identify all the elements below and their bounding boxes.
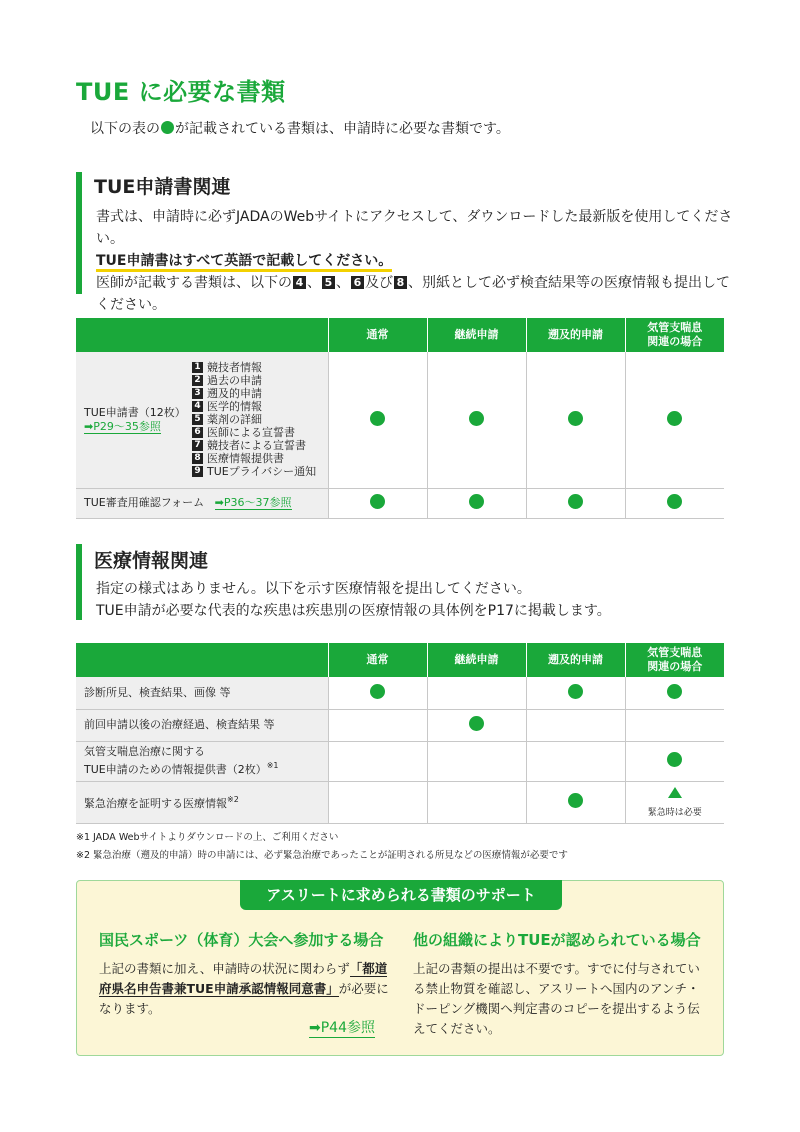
support-box (76, 880, 724, 1056)
list-item (192, 387, 316, 400)
section-heading-tue-forms: TUE申請書関連 (94, 176, 231, 198)
support-box-title: アスリートに求められる書類のサポート (240, 880, 562, 910)
required-dot-icon (469, 494, 484, 509)
emergency-note: 緊急時は必要 (647, 807, 702, 818)
list-item (192, 426, 316, 439)
item-label: 医療情報提供書 (207, 452, 284, 466)
required-dot-icon (568, 411, 583, 426)
table-row (76, 741, 724, 781)
item-label: 過去の申請 (207, 374, 262, 388)
required-dot-icon (370, 684, 385, 699)
section-heading-medical-info: 医療情報関連 (94, 550, 209, 572)
item-label: 医学的情報 (207, 400, 262, 414)
national-games-text: 上記の書類に加え、申請時の状況に関わらず「都道府県名申告書兼TUE申請承認情報同意書」が必要になります。 (99, 961, 389, 1016)
item-label: 薬剤の詳細 (207, 413, 262, 427)
item-label: 競技者による宣誓書 (207, 439, 306, 453)
required-dot-icon (469, 716, 484, 731)
item-number: 6 (192, 427, 203, 438)
col-asthma: 気管支喘息 関連の場合 (625, 643, 724, 677)
item-number: 1 (192, 362, 203, 373)
col-renewal: 継続申請 (427, 318, 526, 352)
row-label-asthma-info: 気管支喘息治療に関する TUE申請のための情報提供書（2枚）$^{※1}$ (76, 741, 328, 781)
required-dot-icon (667, 684, 682, 699)
other-org-text: 上記の書類の提出は不要です。すでに付与されている禁止物質を確認し、アスリートへ国内のアンチ・ドーピング機関へ判定書のコピーを提出するよう伝えてください。 (413, 961, 700, 1036)
item-number: 7 (192, 440, 203, 451)
table-row (76, 488, 724, 518)
item-number: 4 (192, 401, 203, 412)
required-dot-icon (667, 752, 682, 767)
col-retroactive: 遡及的申請 (526, 318, 625, 352)
item-number: 3 (192, 388, 203, 399)
section-2-text: 指定の様式はありません。以下を示す医療情報を提出してください。 TUE申請が必要な代表的な疾患は疾患別の医療情報の具体例をP17に掲載します。 (96, 581, 611, 619)
row-label-emergency: 緊急治療を証明する医療情報$^{※2}$ (76, 781, 328, 823)
row-label-review-form: TUE審査用確認フォーム ➡P36～37参照 (76, 488, 328, 518)
row-label-treatment-progress: 前回申請以後の治療経過、検査結果 等 (76, 709, 328, 741)
list-item (192, 361, 316, 374)
item-number: 8 (192, 453, 203, 464)
row-label-diagnosis: 診断所見、検査結果、画像 等 (76, 677, 328, 709)
list-item (192, 374, 316, 387)
col-renewal: 継続申請 (427, 643, 526, 677)
required-dot-icon (568, 793, 583, 808)
item-label: 医師による宣誓書 (207, 426, 295, 440)
table-row (76, 352, 724, 488)
required-dot-icon (667, 411, 682, 426)
required-dot-icon (469, 411, 484, 426)
required-dot-icon (370, 494, 385, 509)
item-label: 競技者情報 (207, 361, 262, 375)
list-item (192, 400, 316, 413)
table-row (76, 677, 724, 709)
ref-p36-37-link[interactable]: ➡P36～37参照 (214, 496, 292, 509)
item-number: 5 (192, 414, 203, 425)
table-row (76, 709, 724, 741)
national-games-title: 国民スポーツ（体育）大会へ参加する場合 (99, 931, 384, 949)
english-note: TUE申請書はすべて英語で記載してください。 (96, 253, 392, 272)
table-header-row (76, 643, 724, 677)
page-title: TUE に必要な書類 (76, 78, 286, 106)
list-item (192, 465, 316, 478)
item-number: 2 (192, 375, 203, 386)
required-dot-icon (568, 494, 583, 509)
required-dot-icon (568, 684, 583, 699)
col-asthma: 気管支喘息 関連の場合 (625, 318, 724, 352)
required-dot-icon (370, 411, 385, 426)
section-1-text: 書式は、申請時に必ずJADAのWebサイトにアクセスして、ダウンロードした最新版を使用してください。 TUE申請書はすべて英語で記載してください。 医師が記載する書類は、以下の 4 、 5 、 6 及び 8 、別紙として必ず検査結果等の医療情報も提出して ください。 (96, 209, 733, 313)
medical-info-table (76, 643, 724, 824)
list-item (192, 439, 316, 452)
item-number: 9 (192, 466, 203, 477)
col-retroactive: 遡及的申請 (526, 643, 625, 677)
table-row (76, 781, 724, 823)
required-dot-icon (667, 494, 682, 509)
ref-p29-35-link[interactable]: ➡P29～35参照 (84, 419, 161, 433)
tue-forms-table (76, 318, 724, 519)
footnote-1: ※1 JADA Webサイトよりダウンロードの上、ご利用ください (76, 832, 339, 843)
other-org-title: 他の組織によりTUEが認められている場合 (413, 931, 701, 949)
row-label-tue-application: TUE申請書（12枚） ➡P29～35参照 1 競技者情報 2 過去の申請 3 遡及的申請 4 医学的情報 5 薬剤の詳細 6 医師による宣誓書 7 競技者による宣誓書 8 医療情報提供書 9 TUEプライバシー通知 (76, 352, 328, 488)
table-header-row (76, 318, 724, 352)
footnote-2: ※2 緊急治療（遡及的申請）時の申請には、必ず緊急治療であったことが証明される所見などの医療情報が必要です (76, 850, 568, 861)
item-label: 遡及的申請 (207, 387, 262, 401)
col-normal: 通常 (328, 318, 427, 352)
col-normal: 通常 (328, 643, 427, 677)
green-dot-icon (161, 121, 174, 134)
form-sections-list (192, 361, 316, 478)
item-label: TUEプライバシー通知 (207, 465, 317, 479)
list-item (192, 413, 316, 426)
conditional-triangle-icon (668, 787, 682, 798)
list-item (192, 452, 316, 465)
ref-p44-link[interactable]: ➡P44参照 (309, 1017, 375, 1038)
intro-text: 以下の表の が記載されている書類は、申請時に必要な書類です。 (90, 121, 510, 137)
